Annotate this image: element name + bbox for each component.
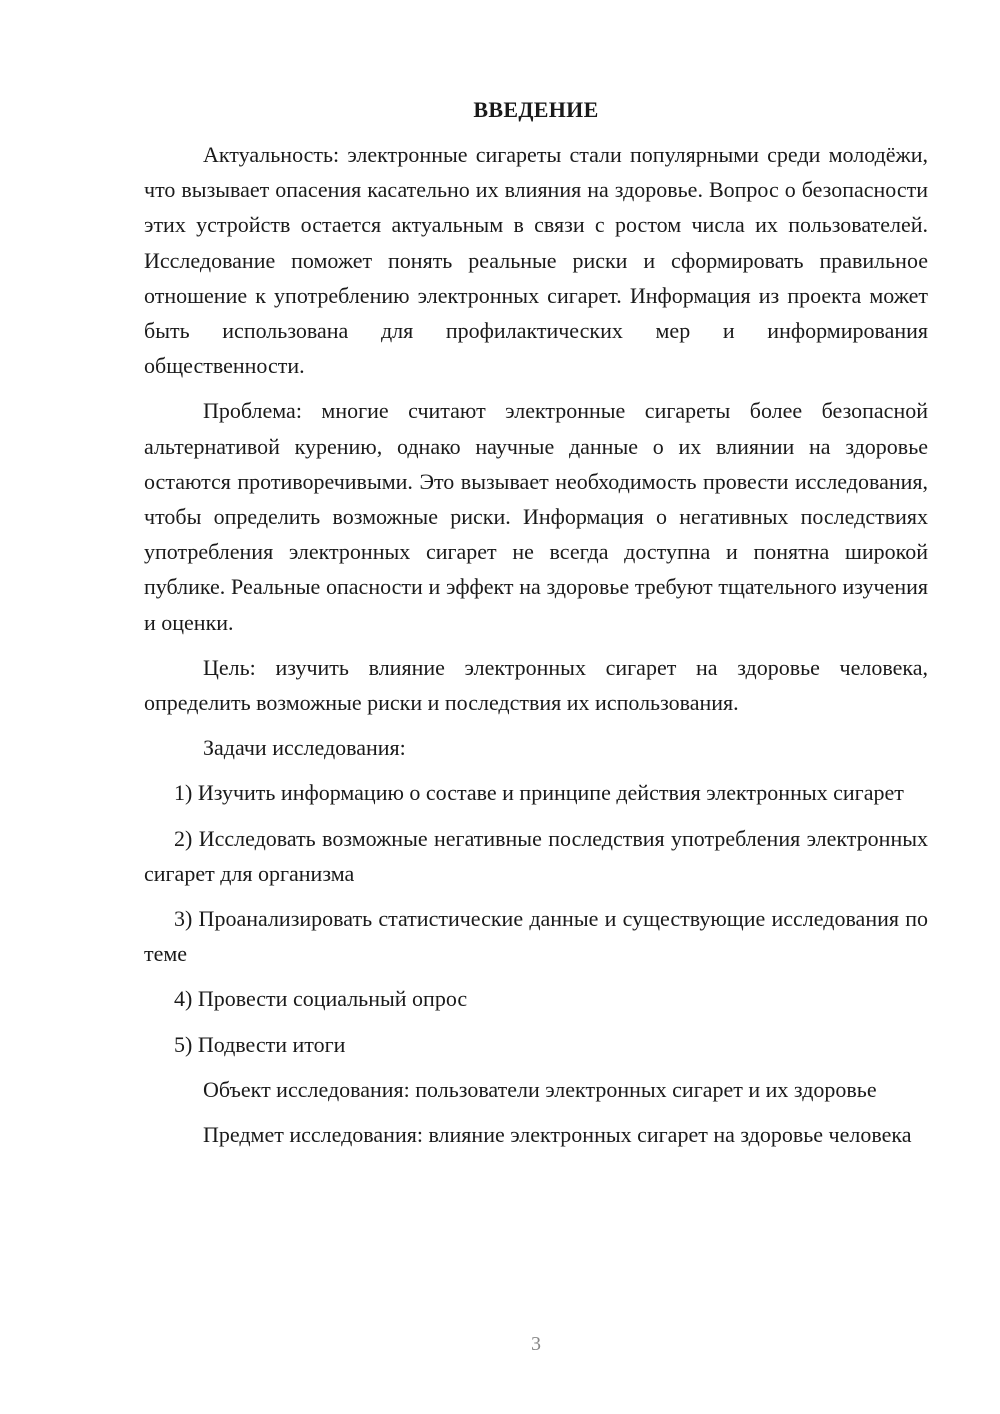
paragraph-subject: Предмет исследования: влияние электронных сигарет на здоровье человека: [203, 1122, 912, 1148]
task-item-4: 4) Провести социальный опрос: [174, 986, 468, 1012]
page-number: 3: [531, 1333, 541, 1355]
paragraph-goal: Цель: изучить влияние электронных сигарет на здоровье человека, определить возможные риски и последствия их использования.: [144, 654, 928, 716]
task-item-1: 1) Изучить информацию о составе и принципе действия электронных сигарет: [174, 780, 904, 806]
paragraph-relevance: Актуальность: электронные сигареты стали популярными среди молодёжи, что вызывает опасения касательно их влияния на здоровье. Вопрос о безопасности этих устройств остается актуальным в связи с ростом числа их пользователей. Исследование поможет понять реальные риски и сформировать правильное отношение к употреблению электронных сигарет. Информация из проекта может быть использована для профилактических мер и информирования общественности.: [144, 142, 928, 379]
tasks-heading: Задачи исследования:: [203, 735, 406, 761]
paragraph-object: Объект исследования: пользователи электронных сигарет и их здоровье: [203, 1076, 877, 1102]
document-page: [144, 92, 928, 1152]
task-item-2: 2) Исследовать возможные негативные последствия употребления электронных сигарет для организма: [144, 825, 928, 886]
page-title: ВВЕДЕНИЕ: [473, 97, 599, 122]
task-item-5: 5) Подвести итоги: [174, 1031, 346, 1057]
task-item-3: 3) Проанализировать статистические данные и существующие исследования по теме: [144, 906, 928, 967]
paragraph-problem: Проблема: многие считают электронные сигареты более безопасной альтернативой курению, однако научные данные о их влиянии на здоровье остаются противоречивыми. Это вызывает необходимость провести исследования, чтобы определить возможные риски. Информация о негативных последствиях употребления электронных сигарет не всегда доступна и понятна широкой публике. Реальные опасности и эффект на здоровье требуют тщательного изучения и оценки.: [144, 398, 928, 635]
